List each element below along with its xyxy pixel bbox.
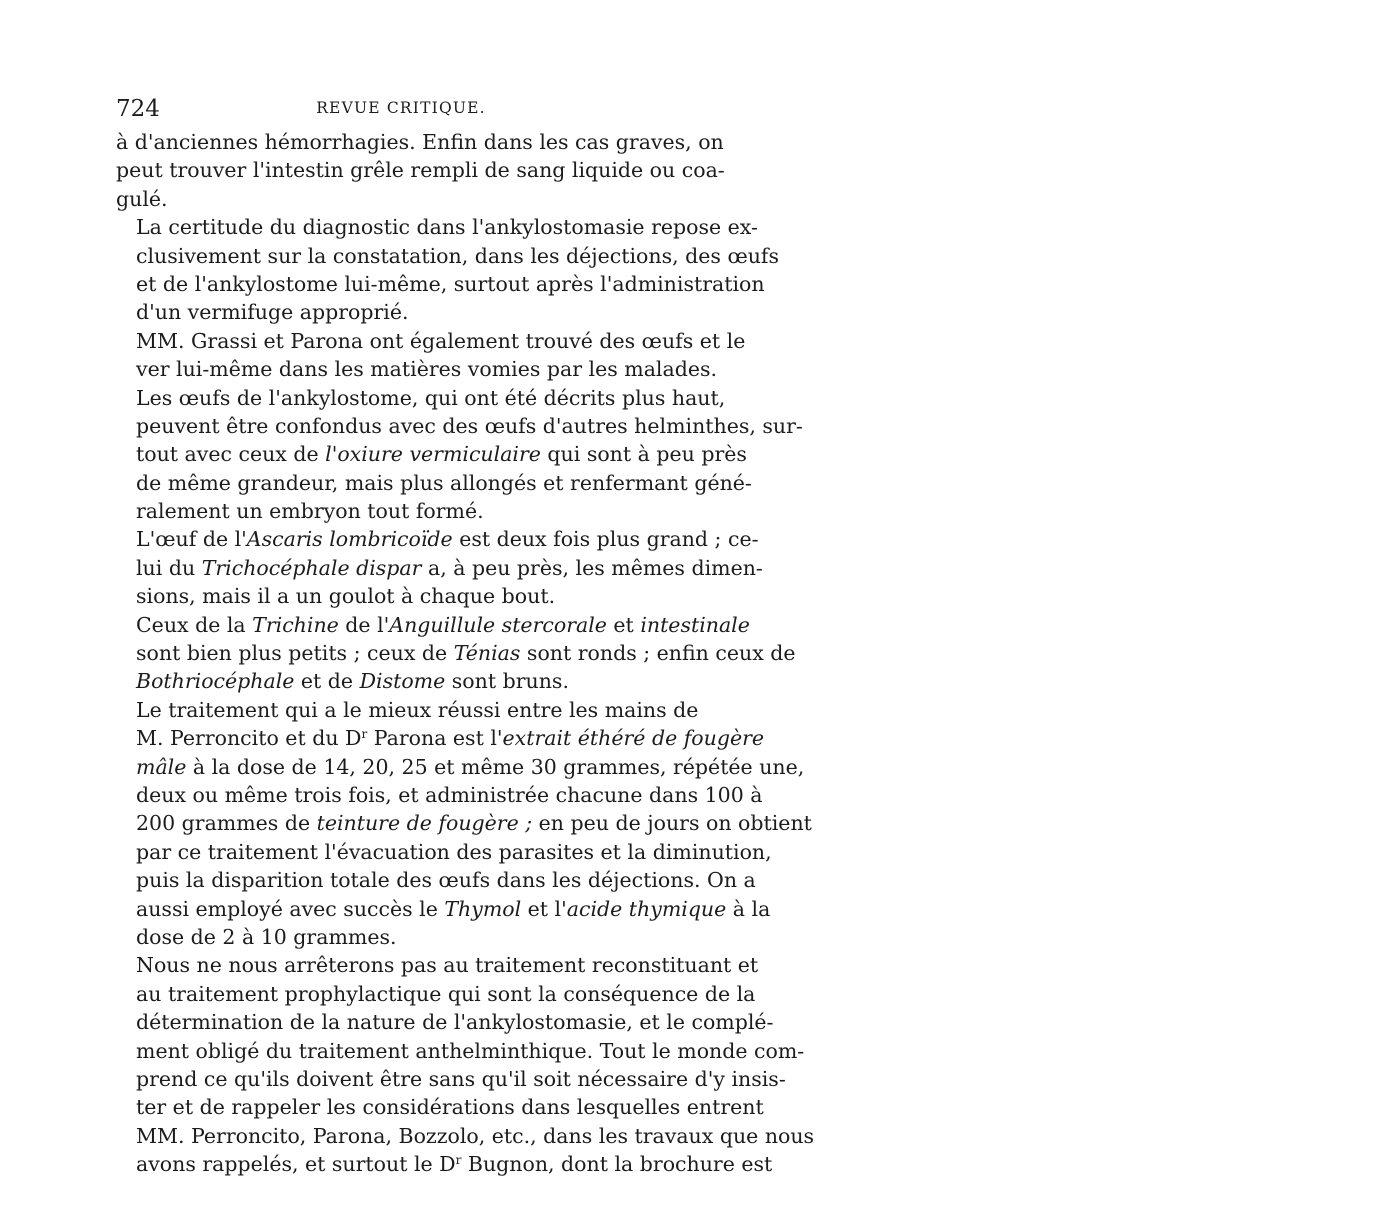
running-title: REVUE CRITIQUE. [316,99,486,117]
text-line: Les œufs de l'ankylostome, qui ont été décrits plus haut, [136,385,726,410]
text-line: Bothriocéphale et de Distome sont bruns. [136,669,569,694]
text-line: avons rappelés, et surtout le $D^r$ Bugnon, dont la brochure est [136,1152,773,1177]
paragraph [116,696,812,952]
paragraph [116,128,725,213]
text-line: de même grandeur, mais plus allongés et renfermant géné- [136,470,752,495]
text-line: puis la disparition totale des œufs dans les déjections. On a [136,868,756,893]
paragraph [116,951,815,1178]
text-line: gulé. [116,186,168,211]
text-line: La certitude du diagnostic dans l'ankylostomasie repose ex- [136,215,758,240]
text-line: ralement un embryon tout formé. [136,499,484,524]
text-line: deux ou même trois fois, et administrée chacune dans 100 à [136,782,763,807]
text-line: MM. Grassi et Parona ont également trouvé des œufs et le [136,328,746,353]
text-line: au traitement prophylactique qui sont la conséquence de la [136,981,756,1006]
paragraph [116,384,803,526]
text-line: ter et de rappeler les considérations dans lesquelles entrent [136,1095,764,1120]
text-line: aussi employé avec succès le Thymol et l'acide thymique à la [136,896,771,921]
text-line: à d'anciennes hémorrhagies. Enfin dans les cas graves, on [116,130,724,154]
paragraph [116,327,746,384]
text-line: peuvent être confondus avec des œufs d'autres helminthes, sur- [136,413,803,438]
body-text [116,128,815,1178]
text-line: sions, mais il a un goulot à chaque bout. [136,584,556,609]
text-line: clusivement sur la constatation, dans les déjections, des œufs [136,243,780,268]
page-header [116,96,686,126]
text-line: Le traitement qui a le mieux réussi entre les mains de [136,697,699,722]
paragraph [116,525,763,610]
text-line: Ceux de la Trichine de l'Anguillule stercorale et intestinale [136,612,750,637]
text-line: 200 grammes de teinture de fougère ; en peu de jours on obtient [136,811,812,836]
paragraph [116,213,780,327]
paragraph [116,611,796,696]
text-line: d'un vermifuge approprié. [136,300,409,325]
text-line: prend ce qu'ils doivent être sans qu'il soit nécessaire d'y insis- [136,1066,786,1091]
text-line: détermination de la nature de l'ankylostomasie, et le complé- [136,1010,774,1035]
text-line: tout avec ceux de l'oxiure vermiculaire qui sont à peu près [136,442,747,467]
text-line: et de l'ankylostome lui-même, surtout après l'administration [136,271,765,296]
text-line: dose de 2 à 10 grammes. [136,924,397,949]
text-line: ment obligé du traitement anthelminthique. Tout le monde com- [136,1038,805,1063]
text-line: mâle à la dose de 14, 20, 25 et même 30 grammes, répétée une, [136,754,805,779]
text-line: sont bien plus petits ; ceux de Ténias sont ronds ; enfin ceux de [136,641,796,666]
text-line: peut trouver l'intestin grêle rempli de sang liquide ou coa- [116,158,725,183]
text-line: Nous ne nous arrêterons pas au traitement reconstituant et [136,953,759,978]
text-line: M. Perroncito et du $D^r$ Parona est l'extrait éthéré de fougère [136,726,765,751]
page-number: 724 [116,96,160,122]
text-line: ver lui-même dans les matières vomies par les malades. [136,357,717,382]
text-line: lui du Trichocéphale dispar a, à peu près, les mêmes dimen- [136,555,763,580]
text-line: L'œuf de l'Ascaris lombricoïde est deux fois plus grand ; ce- [136,527,759,552]
text-line: par ce traitement l'évacuation des parasites et la diminution, [136,839,772,864]
text-line: MM. Perroncito, Parona, Bozzolo, etc., dans les travaux que nous [136,1123,815,1148]
